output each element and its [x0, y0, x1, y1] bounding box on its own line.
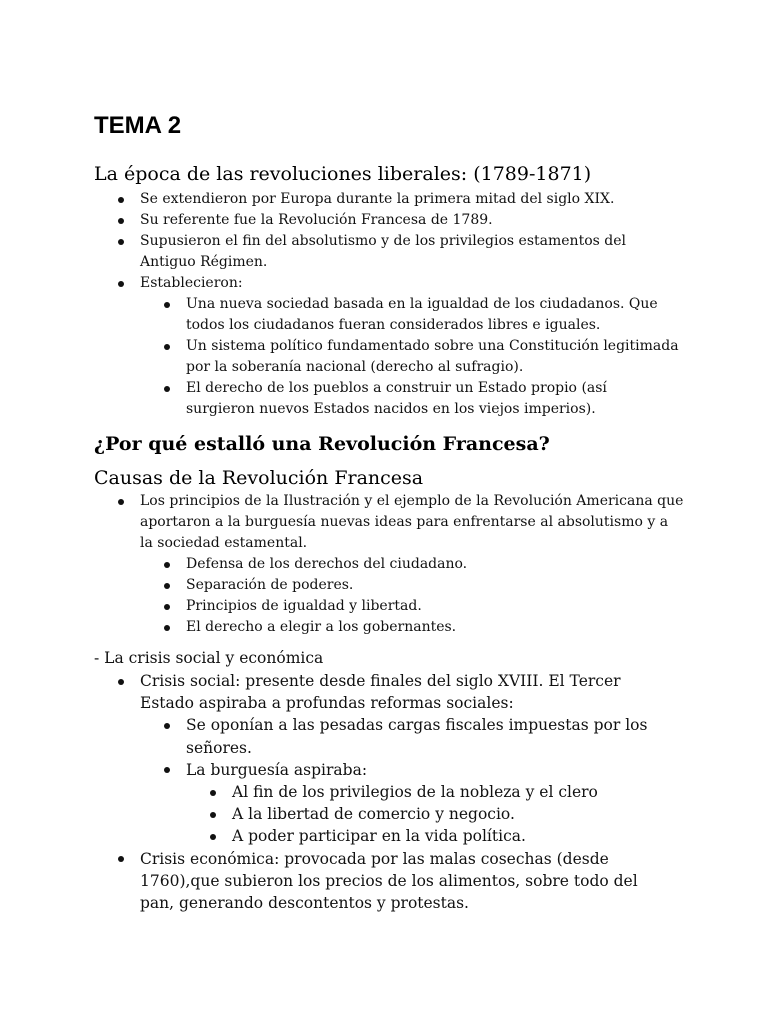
crisis-heading-line: - La crisis social y económica	[94, 649, 324, 667]
list-item-label: Crisis social: presente desde finales del siglo XVIII. El Tercer Estado aspiraba a profundas reformas sociales:	[140, 672, 621, 713]
crisis-list	[140, 670, 670, 914]
list-item: Supusieron el fin del absolutismo y de los privilegios estamentos del Antiguo Régimen.	[140, 231, 680, 273]
list-item: El derecho de los pueblos a construir un Estado propio (así surgieron nuevos Estados nacidos en los viejos imperios).	[186, 378, 680, 420]
list-item	[140, 273, 680, 420]
crisis-social-sublist	[186, 714, 670, 847]
list-item	[186, 759, 670, 848]
list-item: A poder participar en la vida política.	[232, 825, 670, 847]
section-subheading-causas: Causas de la Revolución Francesa	[94, 467, 424, 489]
section-heading-revoluciones: La época de las revoluciones liberales: (1789-1871)	[94, 163, 592, 185]
list-item: Crisis económica: provocada por las malas cosechas (desde 1760),que subieron los precios de los alimentos, sobre todo del pan, generando descontentos y protestas.	[140, 848, 670, 915]
list-item	[140, 670, 670, 848]
burguesia-sublist	[232, 781, 670, 848]
list-item-label: Establecieron:	[140, 275, 243, 291]
list-item: A la libertad de comercio y negocio.	[232, 803, 670, 825]
list-item: Se extendieron por Europa durante la primera mitad del siglo XIX.	[140, 189, 680, 210]
list-item: Se oponían a las pesadas cargas fiscales impuestas por los señores.	[186, 714, 670, 758]
list-item: Separación de poderes.	[186, 575, 685, 596]
list-item-label: La burguesía aspiraba:	[186, 760, 368, 779]
list-item	[140, 491, 685, 638]
principios-sublist	[186, 554, 685, 638]
list-item: Una nueva sociedad basada en la igualdad de los ciudadanos. Que todos los ciudadanos fueran considerados libres e iguales.	[186, 294, 680, 336]
list-item: El derecho a elegir a los gobernantes.	[186, 617, 685, 638]
list-item: Un sistema político fundamentado sobre una Constitución legitimada por la soberanía nacional (derecho al sufragio).	[186, 336, 680, 378]
causas-list	[140, 491, 685, 638]
document-title: TEMA 2	[94, 112, 182, 139]
list-item: Al fin de los privilegios de la nobleza y el clero	[232, 781, 670, 803]
establecieron-sublist	[186, 294, 680, 420]
list-item: Defensa de los derechos del ciudadano.	[186, 554, 685, 575]
list-item: Su referente fue la Revolución Francesa de 1789.	[140, 210, 680, 231]
list-item: Principios de igualdad y libertad.	[186, 596, 685, 617]
list-item-label: Los principios de la Ilustración y el ejemplo de la Revolución Americana que aportaron a la burguesía nuevas ideas para enfrentarse al absolutismo y a la sociedad estamental.	[140, 493, 684, 551]
section-heading-por-que: ¿Por qué estalló una Revolución Francesa?	[94, 433, 550, 455]
revoluciones-list	[140, 189, 680, 420]
